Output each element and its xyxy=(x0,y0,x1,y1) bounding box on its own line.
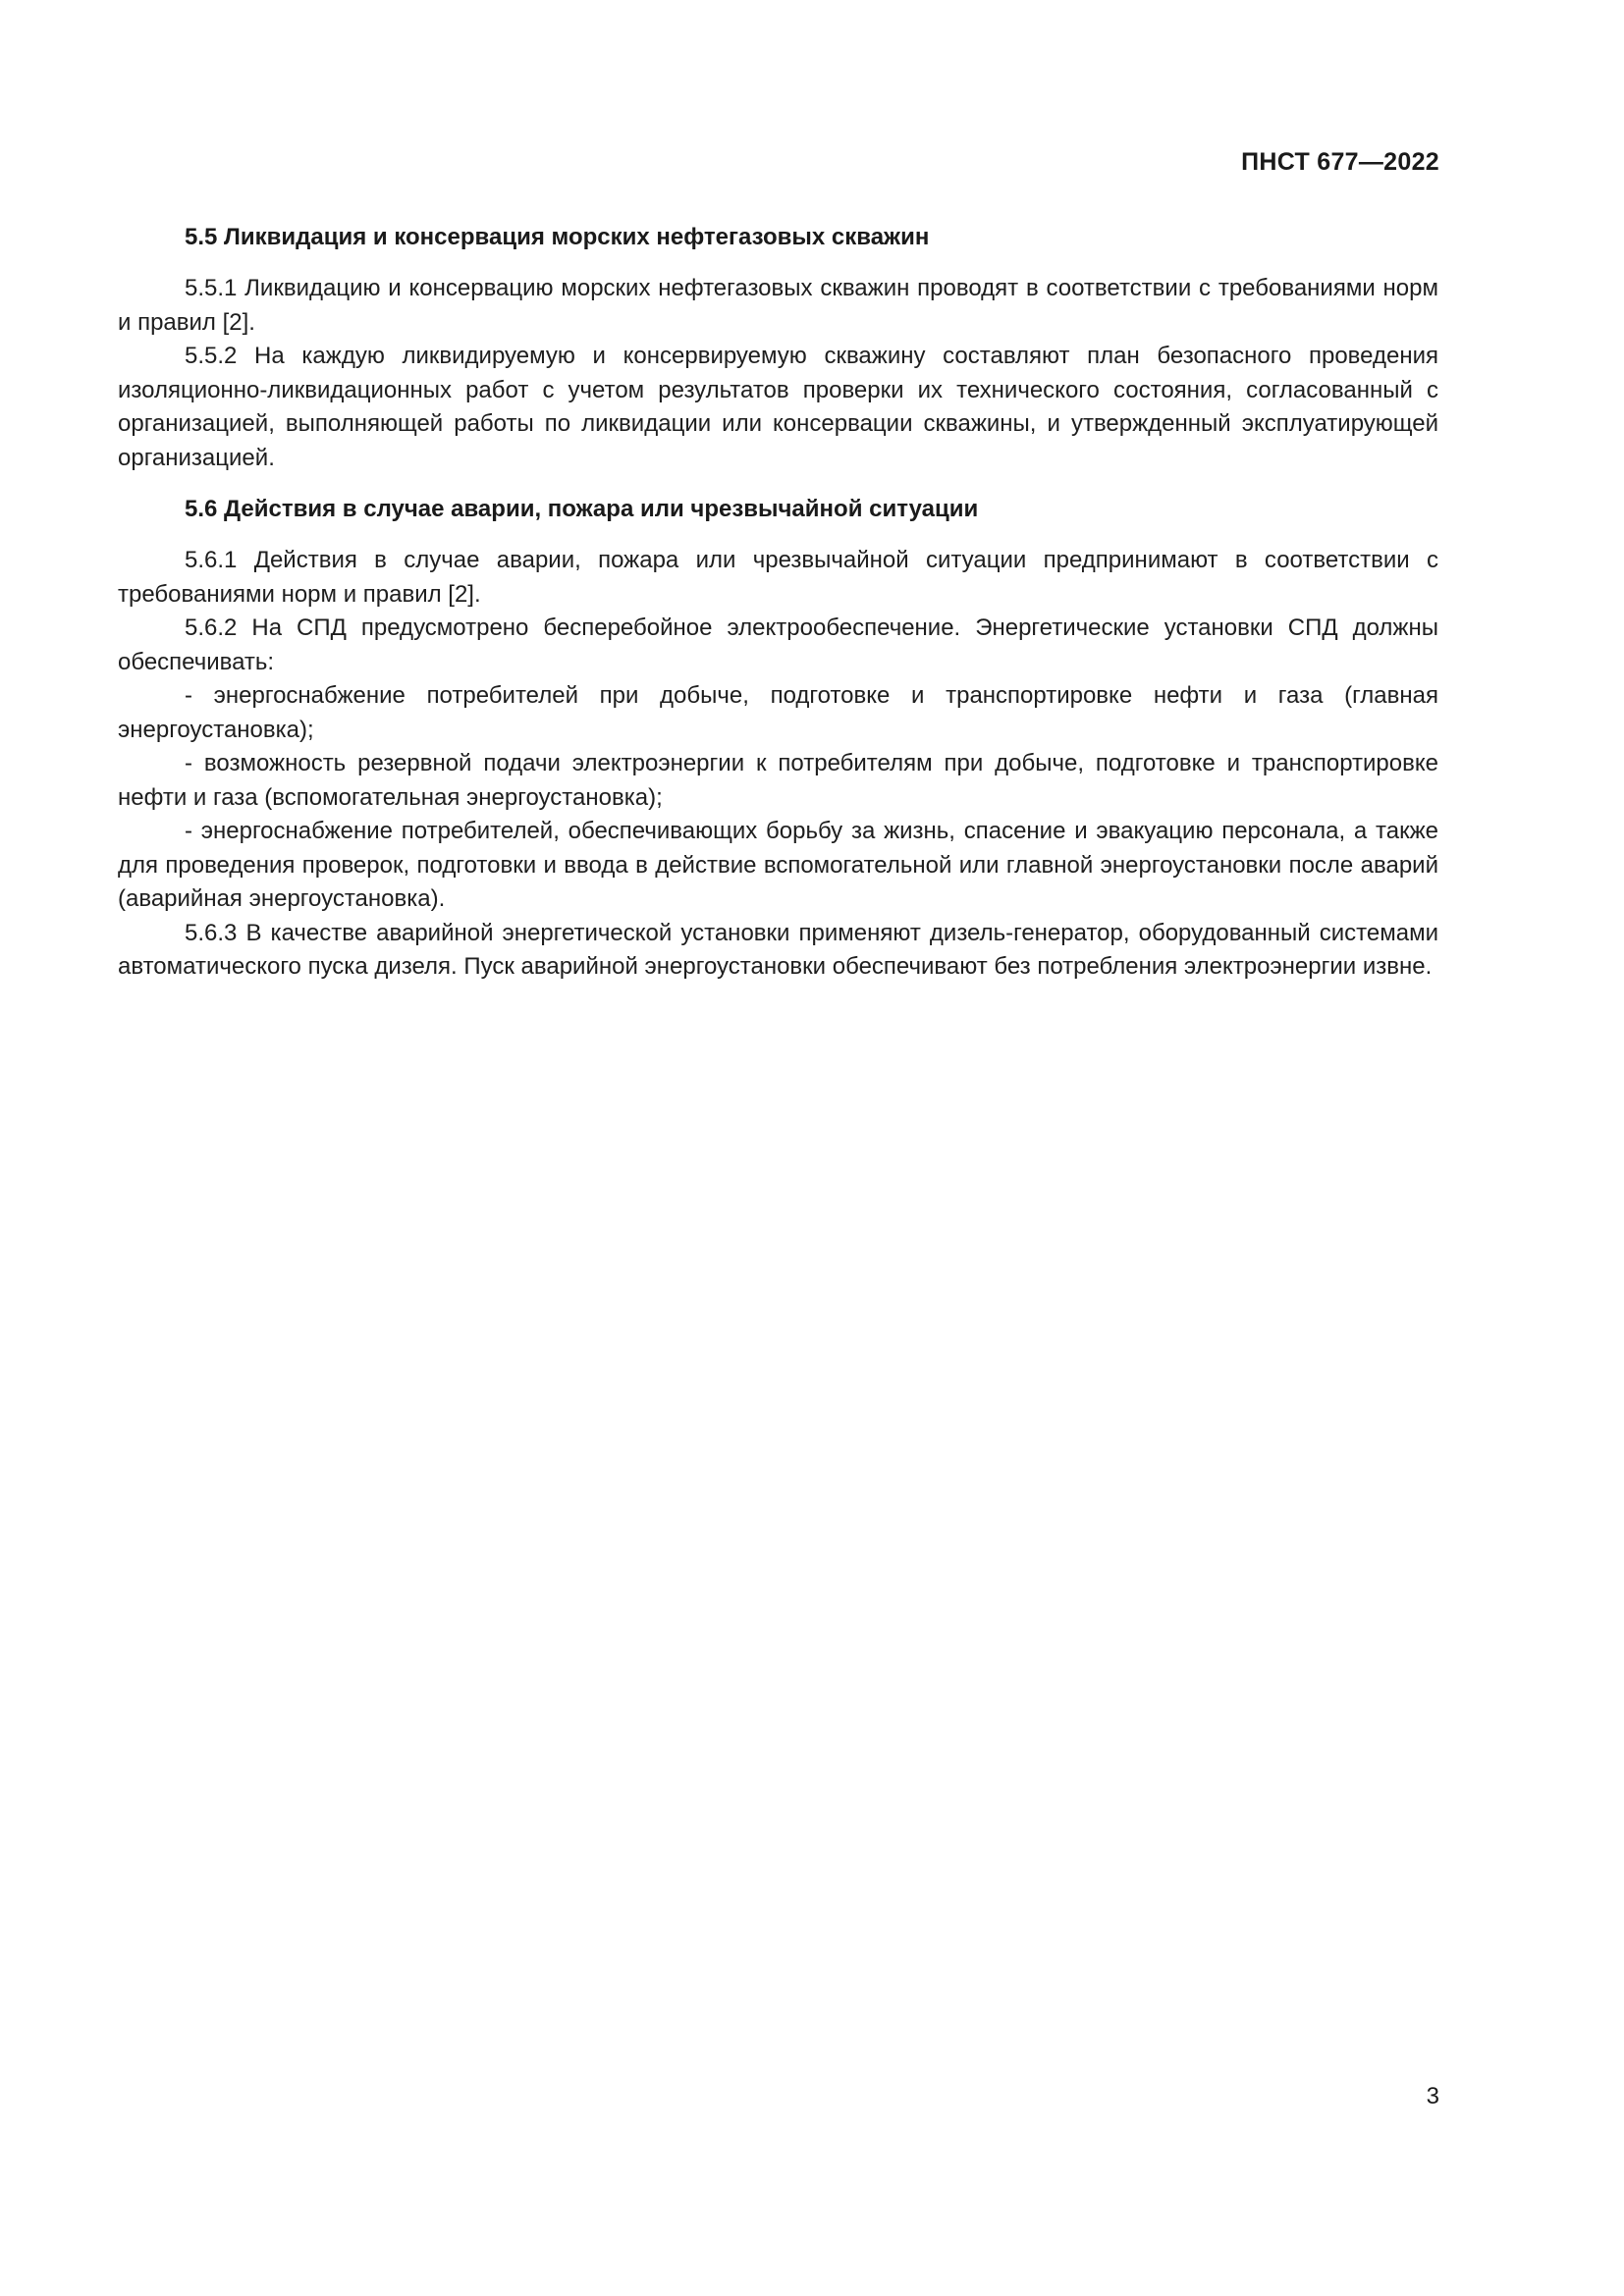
document-code: ПНСТ 677—2022 xyxy=(1241,148,1439,176)
paragraph-5-5-2: 5.5.2 На каждую ликвидируемую и консервируемую скважину составляют план безопасного проведения изоляционно-ликвидационных работ с учетом результатов проверки их технического состояния, согласованный с организацией, выполняющей работы по ликвидации или консервации скважины, и утвержденный эксплуатирующей организацией. xyxy=(118,343,1438,471)
paragraph-5-6-1: 5.6.1 Действия в случае аварии, пожара или чрезвычайной ситуации предпринимают в соответствии с требованиями норм и правил [2]. xyxy=(118,547,1438,608)
paragraph-5-6-3: 5.6.3 В качестве аварийной энергетической установки применяют дизель-генератор, оборудованный системами автоматического пуска дизеля. Пуск аварийной энергоустановки обеспечивают без потребления электроэнергии извне. xyxy=(118,919,1438,980)
list-item-emergency-power: - энергоснабжение потребителей, обеспечивающих борьбу за жизнь, спасение и эвакуацию персонала, а также для проведения проверок, подготовки и ввода в действие вспомогательной или главной энергоустановки после аварий (аварийная энергоустановка). xyxy=(118,818,1438,912)
section-title-5-6: 5.6 Действия в случае аварии, пожара или чрезвычайной ситуации xyxy=(185,496,979,522)
paragraph-5-5-1: 5.5.1 Ликвидацию и консервацию морских нефтегазовых скважин проводят в соответствии с требованиями норм и правил [2]. xyxy=(118,275,1438,336)
paragraph-5-6-2: 5.6.2 На СПД предусмотрено бесперебойное электрообеспечение. Энергетические установки СПД должны обеспечивать: xyxy=(118,614,1438,675)
section-title-5-5: 5.5 Ликвидация и консервация морских нефтегазовых скважин xyxy=(185,224,930,250)
document-body xyxy=(118,221,1438,985)
page-number: 3 xyxy=(1426,2083,1439,2109)
list-item-main-power: - энергоснабжение потребителей при добыче, подготовке и транспортировке нефти и газа (главная энергоустановка); xyxy=(118,682,1438,743)
list-item-auxiliary-power: - возможность резервной подачи электроэнергии к потребителям при добыче, подготовке и транспортировке нефти и газа (вспомогательная энергоустановка); xyxy=(118,750,1438,811)
